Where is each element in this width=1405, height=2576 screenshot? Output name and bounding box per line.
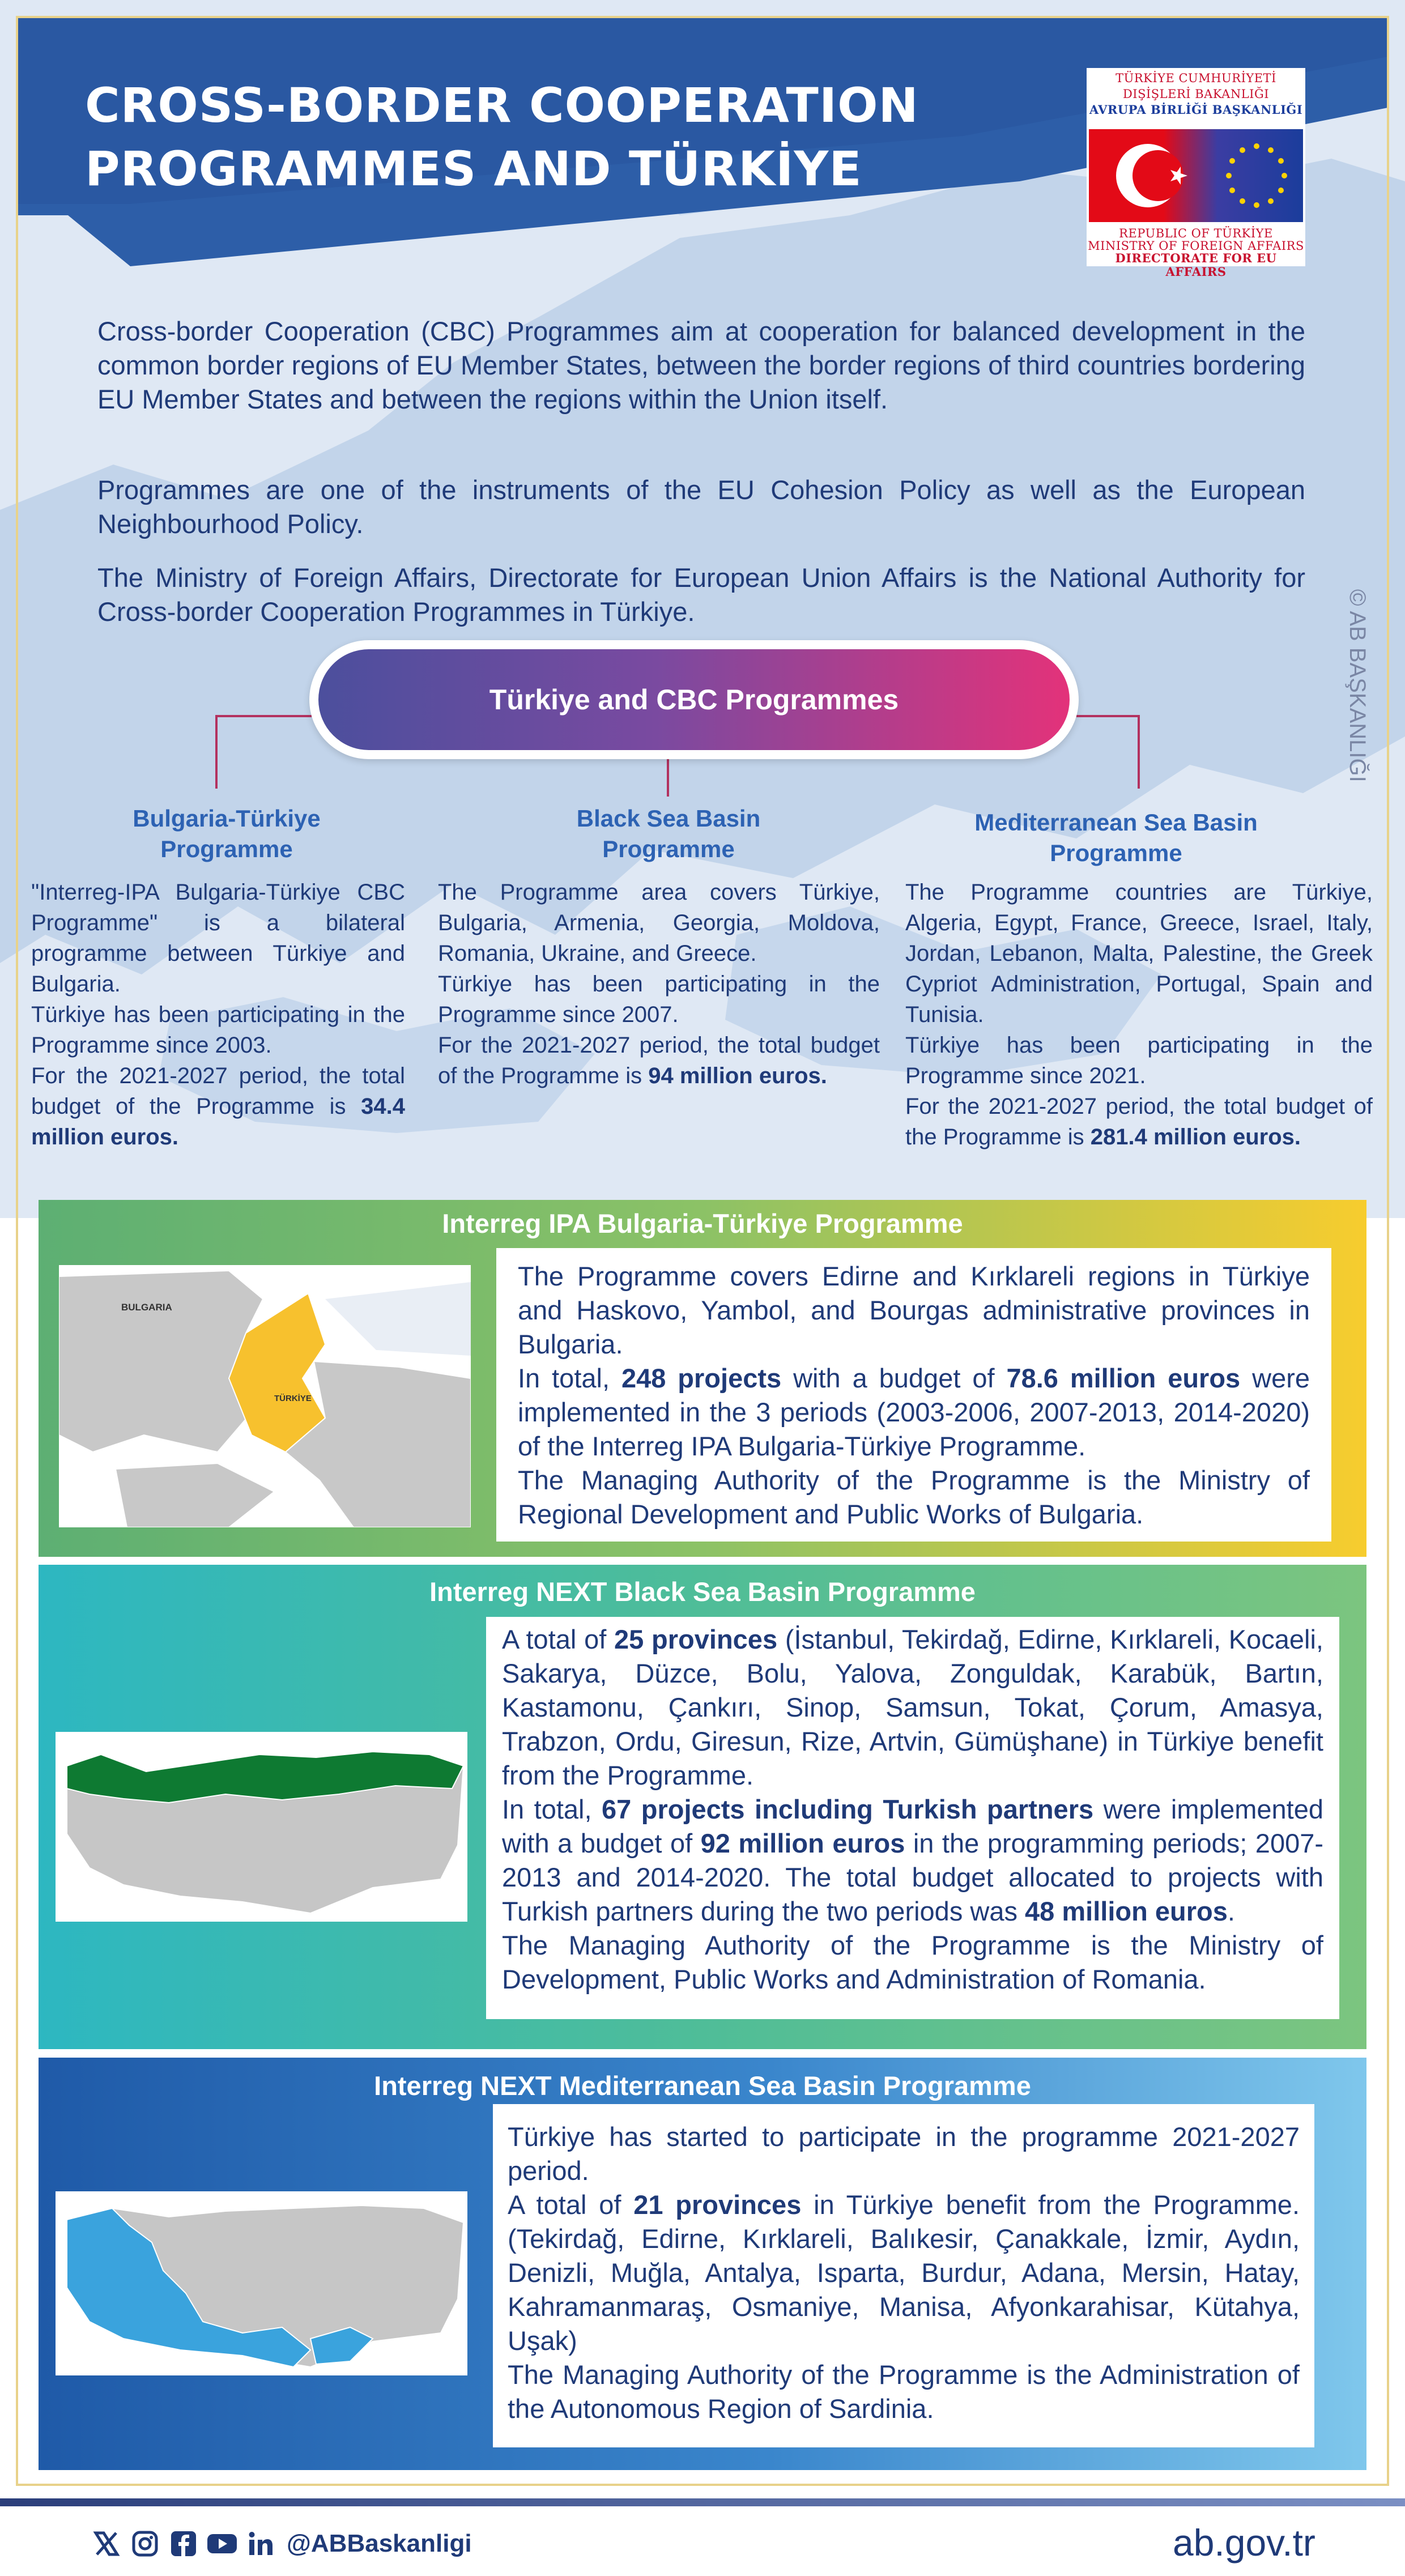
bulgaria-turkiye-map xyxy=(59,1265,471,1527)
black-sea-title: Black Sea Basin Programme xyxy=(576,805,761,862)
black-sea-provinces-map-drawing xyxy=(56,1732,467,1922)
bulgaria-turkiye-p3-text: For the 2021-2027 period, the total budget of the Programme is xyxy=(31,1063,405,1119)
logo-bottom-line-1: REPUBLIC OF TÜRKİYE xyxy=(1119,227,1273,240)
provinces-list: (İstanbul, Tekirdağ, Edirne, Kırklareli, Kocaeli, Sakarya, Düzce, Bolu, Yalova, Zonguldak, Karabük, Bartın, Kastamonu, Çankırı, Sinop, Samsun, Tokat, Çorum, Amasya, Trabzon, Ordu, Giresun, Rize, Artvin, Gümüşhane) in Türkiye benefit from the Programme. xyxy=(502,1624,1323,1790)
intro-paragraph-2: Programmes are one of the instruments of the EU Cohesion Policy as well as the European Neighbourhood Policy. xyxy=(97,475,1305,539)
provinces-lead: A total of xyxy=(502,1624,615,1654)
bulgaria-turkiye-title: Bulgaria-Türkiye Programme xyxy=(133,805,321,862)
black-sea-p3-text: For the 2021-2027 period, the total budget of the Programme is xyxy=(438,1033,880,1088)
bs-projects-end: . xyxy=(1227,1896,1235,1926)
mediterranean-budget: 281.4 million euros. xyxy=(1090,1125,1301,1149)
black-sea-p2: Türkiye has been participating in the Programme since 2007. xyxy=(438,972,880,1027)
black-sea-authority: The Managing Authority of the Programme is the Ministry of Development, Public Works and Administration of Romania. xyxy=(502,1930,1323,1994)
map-label-bulgaria: BULGARIA xyxy=(121,1302,172,1313)
mediterranean-details xyxy=(493,2104,1314,2447)
projects-tail: were implemented in the 3 periods (2003-2006, 2007-2013, 2014-2020) of the Interreg IPA Bulgaria-Türkiye Programme. xyxy=(518,1363,1310,1461)
x-icon[interactable] xyxy=(91,2528,122,2560)
black-sea-details xyxy=(486,1617,1339,2019)
hub-pill-fill xyxy=(318,649,1070,750)
social-handle[interactable]: @ABBaskanligi xyxy=(287,2530,472,2557)
facebook-icon[interactable] xyxy=(168,2528,199,2560)
logo-bottom-line-2: MINISTRY OF FOREIGN AFFAIRS xyxy=(1088,239,1304,253)
linkedin-icon[interactable] xyxy=(245,2528,276,2560)
connector-left-vertical xyxy=(215,715,218,789)
mediterranean-provinces-map-drawing xyxy=(56,2191,467,2375)
mediterranean-p3 xyxy=(905,1091,1373,1152)
copyright-notice xyxy=(1343,589,1371,816)
intro-paragraph-1: Cross-border Cooperation (CBC) Programmes aim at cooperation for balanced development in the common border regions of EU Member States, between the border regions of third countries bordering EU Member States and between the regions within the Union itself. xyxy=(97,316,1305,414)
bulgaria-turkiye-details xyxy=(496,1248,1331,1542)
black-sea-budget: 94 million euros. xyxy=(648,1063,827,1088)
bulgaria-turkiye-projects xyxy=(518,1361,1310,1463)
title-line-1: CROSS-BORDER COOPERATION xyxy=(85,78,919,133)
bulgaria-turkiye-text xyxy=(31,877,405,1152)
panel-bulgaria-turkiye-title: Interreg IPA Bulgaria-Türkiye Programme xyxy=(442,1208,963,1238)
bs-projects-mid: were implemented with a budget of xyxy=(502,1794,1323,1858)
page-title xyxy=(85,74,919,201)
footer-divider xyxy=(0,2498,1405,2506)
mediterranean-authority: The Managing Authority of the Programme is the Administration of the Autonomous Region of Sardinia. xyxy=(508,2360,1300,2424)
youtube-icon[interactable] xyxy=(206,2528,238,2560)
med-provinces-list: in Türkiye benefit from the Programme. (Tekirdağ, Edirne, Kırklareli, Balıkesir, Çanakkale, İzmir, Aydın, Denizli, Muğla, Antalya, Isparta, Burdur, Adana, Mersin, Hatay, Kahramanmaraş, Osmaniye, Manisa, Afyonkarahisar, Kütahya, Uşak) xyxy=(508,2190,1300,2356)
bulgaria-turkiye-p2: Türkiye has been participating in the Programme since 2003. xyxy=(31,1002,405,1058)
mediterranean-p2: Türkiye has been participating in the Programme since 2021. xyxy=(905,1033,1373,1088)
black-sea-p3 xyxy=(438,1030,880,1091)
instagram-icon[interactable] xyxy=(129,2528,161,2560)
map-label-turkiye: TÜRKİYE xyxy=(274,1394,312,1403)
logo-top-line-1: TÜRKİYE CUMHURİYETİ xyxy=(1116,71,1276,85)
mediterranean-p1: The Programme countries are Türkiye, Algeria, Egypt, France, Greece, Israel, Italy, Jordan, Lebanon, Malta, Palestine, the Greek Cypriot Administration, Portugal, Spain and Tunisia. xyxy=(905,880,1373,1027)
social-links xyxy=(91,2524,472,2564)
bs-projects-lead: In total, xyxy=(502,1794,602,1824)
panel-black-sea-title: Interreg NEXT Black Sea Basin Programme xyxy=(429,1577,976,1607)
projects-count: 248 projects xyxy=(621,1363,782,1393)
bulgaria-turkiye-p3 xyxy=(31,1061,405,1152)
logo-top-line-2: DIŞİŞLERİ BAKANLIĞI xyxy=(1122,87,1270,101)
projects-mid: with a budget of xyxy=(781,1363,1007,1393)
directorate-logo xyxy=(1087,68,1305,279)
black-sea-p1: The Programme area covers Türkiye, Bulgaria, Armenia, Georgia, Moldova, Romania, Ukraine, and Greece. xyxy=(438,880,880,966)
logo-top-line-3: AVRUPA BİRLİĞİ BAŞKANLIĞI xyxy=(1089,103,1303,117)
mediterranean-p3-text: For the 2021-2027 period, the total budget of the Programme is xyxy=(905,1094,1373,1149)
hub-label: Türkiye and CBC Programmes xyxy=(489,684,899,716)
flag-emblem-icon xyxy=(1087,129,1305,222)
med-provinces-lead: A total of xyxy=(508,2190,634,2220)
black-sea-projects xyxy=(502,1792,1323,1928)
connector-left-horizontal xyxy=(215,715,312,717)
panel-bulgaria-turkiye xyxy=(39,1200,1366,1557)
black-sea-provinces-map xyxy=(56,1732,467,1922)
bs-projects-tail: in the programming periods; 2007-2013 and 2014-2020. The total budget allocated to projects with Turkish partners during the two periods was xyxy=(502,1828,1324,1926)
connector-right-horizontal xyxy=(1076,715,1139,717)
bs-turkish-budget: 48 million euros xyxy=(1025,1896,1228,1926)
hub-pill xyxy=(309,640,1079,759)
med-provinces-count: 21 provinces xyxy=(633,2190,802,2220)
title-line-2: PROGRAMMES AND TÜRKİYE xyxy=(85,141,862,197)
projects-budget: 78.6 million euros xyxy=(1006,1363,1241,1393)
mediterranean-title: Mediterranean Sea Basin Programme xyxy=(974,809,1258,866)
provinces-count: 25 provinces xyxy=(614,1624,778,1654)
intro-paragraph-3: The Ministry of Foreign Affairs, Directorate for European Union Affairs is the National Authority for Cross-border Cooperation Programmes in Türkiye. xyxy=(97,563,1305,627)
mediterranean-text xyxy=(905,877,1373,1152)
bulgaria-turkiye-budget: 34.4 million euros. xyxy=(31,1094,405,1149)
bulgaria-turkiye-authority: The Managing Authority of the Programme is the Ministry of Regional Development and Public Works of Bulgaria. xyxy=(518,1465,1310,1529)
bulgaria-turkiye-p1: "Interreg-IPA Bulgaria-Türkiye CBC Programme" is a bilateral programme between Türkiye and Bulgaria. xyxy=(31,880,405,997)
copyright-text: © AB BAŞKANLIĞI xyxy=(1345,589,1370,782)
logo-bottom-line-3: DIRECTORATE FOR EU AFFAIRS xyxy=(1115,251,1277,279)
mediterranean-provinces xyxy=(508,2188,1300,2358)
panel-black-sea xyxy=(39,1565,1366,2049)
connector-right-vertical xyxy=(1138,715,1140,789)
projects-lead: In total, xyxy=(518,1363,621,1393)
bulgaria-turkiye-map-drawing xyxy=(59,1265,471,1527)
website-link[interactable]: ab.gov.tr xyxy=(1173,2522,1315,2564)
bs-projects-count: 67 projects including Turkish partners xyxy=(602,1794,1094,1824)
mediterranean-participation: Türkiye has started to participate in the programme 2021-2027 period. xyxy=(508,2122,1300,2186)
bs-projects-budget: 92 million euros xyxy=(700,1828,905,1858)
mediterranean-provinces-map xyxy=(56,2191,467,2375)
black-sea-provinces xyxy=(502,1623,1323,1792)
panel-mediterranean-title: Interreg NEXT Mediterranean Sea Basin Programme xyxy=(374,2071,1031,2101)
black-sea-text xyxy=(438,877,880,1091)
connector-center-vertical xyxy=(667,757,669,797)
bulgaria-turkiye-coverage: The Programme covers Edirne and Kırklareli regions in Türkiye and Haskovo, Yambol, and Bourgas administrative provinces in Bulgaria. xyxy=(518,1261,1310,1359)
panel-mediterranean xyxy=(39,2058,1366,2470)
